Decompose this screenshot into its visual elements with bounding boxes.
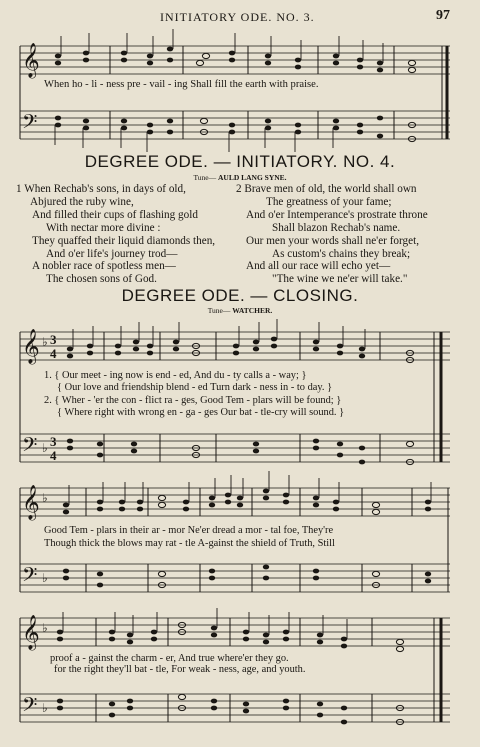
treble-clef: 𝄞	[22, 616, 40, 649]
page-number: 97	[436, 8, 450, 23]
running-title: INITIATORY ODE. NO. 3.	[160, 10, 315, 24]
time-sig-upper: 3	[50, 434, 57, 449]
time-sig-lower: 4	[50, 448, 57, 463]
ode-4-title: DEGREE ODE. — INITIATORY. NO. 4.	[84, 152, 396, 171]
treble-clef: 𝄞	[22, 44, 40, 77]
stems	[63, 608, 347, 639]
flat-sign: ♭	[42, 335, 48, 349]
flat-sign: ♭	[42, 621, 48, 635]
bass-staff	[20, 694, 450, 722]
flat-sign: ♭	[42, 701, 48, 715]
bass-clef: 𝄢	[22, 112, 38, 138]
ode-4-verse-1: 1 When Rechab's sons, in days of old, Abjured the ruby wine, And filled their cups of flashing gold With nectar more divine : They quaffed their liquid diamonds then, And o'er life's journey trod— A nobler race of spotless men— The chosen sons of God.	[16, 183, 216, 286]
treble-clef: 𝄞	[22, 330, 40, 363]
treble-staff	[20, 488, 450, 516]
flat-sign: ♭	[42, 571, 48, 585]
closing-ode-tune: Tune— WATCHER.	[207, 306, 273, 315]
closing-lyrics-system-3: Good Tem - plars in their ar - mor Ne'er dread a mor - tal foe, They're Though thick the blows may rat - tle A-gainst the shield of Truth, Still	[44, 525, 335, 549]
noteheads	[55, 47, 416, 142]
flat-sign: ♭	[42, 441, 48, 455]
bass-staff	[20, 434, 450, 462]
stems	[55, 29, 383, 152]
closing-lyrics-system-2: 1. { Our meet - ing now is end - ed, And du - ty calls a - way; } { Our love and friendship blend - ed Turn dark - ness in - to day. } 2. { Wher - 'er the con - flict ra - ges, Good Tem - plars will be found; } { Where right with wrong en - ga - ges Our bat - tle-cry will sound. }	[44, 370, 345, 418]
closing-lyrics-system-4: proof a - gainst the charm - er, And true where'er they go. for the right they'll bat - tle, For weak - ness, age, and youth.	[50, 653, 306, 676]
bass-clef: 𝄢	[22, 695, 38, 721]
flat-sign: ♭	[42, 491, 48, 505]
closing-ode-title: DEGREE ODE. — CLOSING.	[121, 286, 359, 305]
system-1-lyric: When ho - li - ness pre - vail - ing Shall fill the earth with praise.	[44, 79, 319, 90]
ode-4-verse-2: 2 Brave men of old, the world shall own The greatness of your fame; And o'er Intemperance's prostrate throne Shall blazon Rechab's name. Our men your words shall ne'er forget, As custom's chains they break; And all our race will echo yet— "The wine we ne'er will take."	[236, 183, 428, 286]
music-system-1	[0, 36, 480, 146]
time-sig-lower: 4	[50, 346, 57, 361]
bass-clef: 𝄢	[22, 435, 38, 461]
bass-clef: 𝄢	[22, 565, 38, 591]
treble-clef: 𝄞	[22, 486, 40, 519]
time-sig-upper: 3	[50, 332, 57, 347]
ode-4-tune: Tune— AULD LANG SYNE.	[193, 173, 287, 182]
bass-staff	[20, 564, 450, 592]
treble-staff	[20, 618, 450, 646]
